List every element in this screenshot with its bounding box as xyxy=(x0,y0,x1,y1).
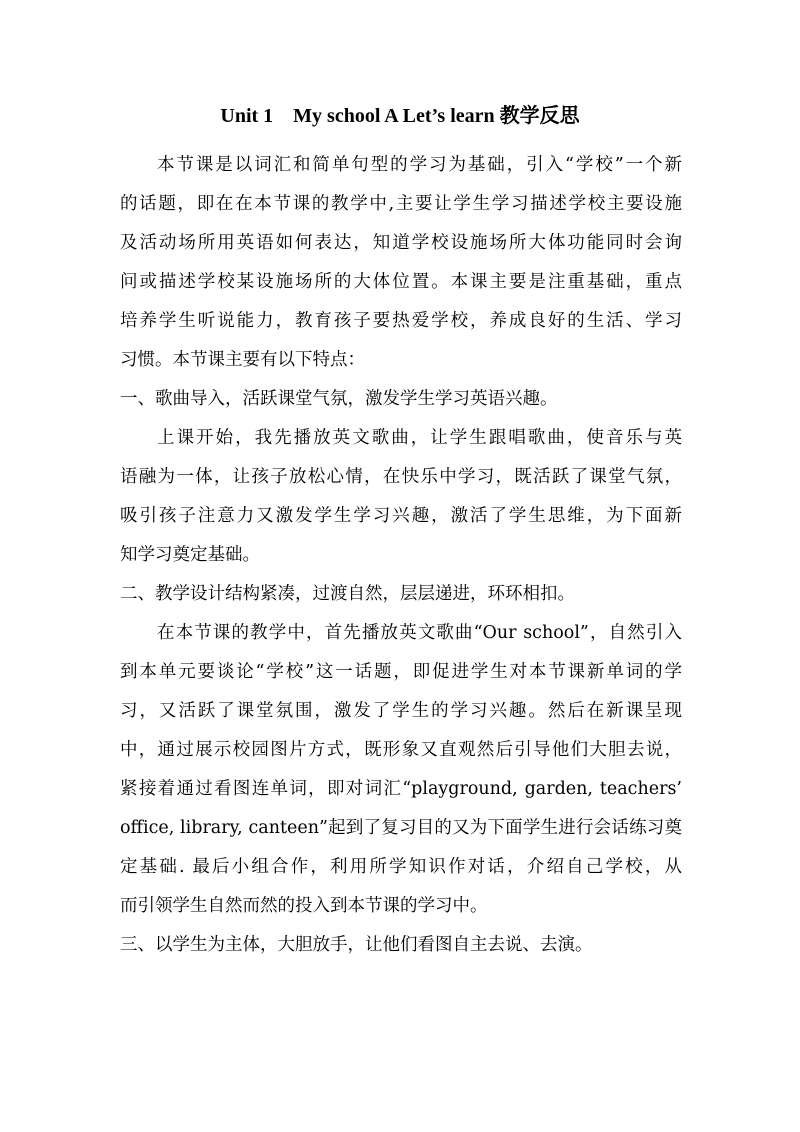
paragraph-1-line-6: 习惯。本节课主要有以下特点： xyxy=(120,350,365,370)
paragraph-1-line-4: 问或描述学校某设施场所的大体位置。本课主要是注重基础，重点 xyxy=(120,272,682,292)
paragraph-1-line-3: 及活动场所用英语如何表达，知道学校设施场所大体功能同时会询 xyxy=(120,233,682,253)
paragraph-2-line-1: 上课开始，我先播放英文歌曲，让学生跟唱歌曲，使音乐与英 xyxy=(157,428,682,448)
paragraph-3-line-7: 定基础. 最后小组合作，利用所学知识作对话，介绍自己学校，从 xyxy=(120,857,682,877)
paragraph-3-line-1: 在本节课的教学中，首先播放英文歌曲“Our school”，自然引入 xyxy=(157,623,682,643)
paragraph-3-line-6: office, library, canteen”起到了复习目的又为下面学生进行会话练习奠 xyxy=(120,818,682,838)
document-body xyxy=(120,146,682,965)
paragraph-3-line-2: 到本单元要谈论“学校”这一话题，即促进学生对本节课新单词的学 xyxy=(120,662,682,682)
paragraph-2-line-4: 知学习奠定基础。 xyxy=(120,545,260,565)
section-heading-3: 三、以学生为主体，大胆放手，让他们看图自主去说、去演。 xyxy=(120,935,593,955)
paragraph-3-line-4: 中，通过展示校园图片方式，既形象又直观然后引导他们大胆去说， xyxy=(120,740,682,760)
paragraph-2-line-2: 语融为一体，让孩子放松心情，在快乐中学习，既活跃了课堂气氛， xyxy=(120,467,682,487)
section-heading-1: 一、歌曲导入，活跃课堂气氛，激发学生学习英语兴趣。 xyxy=(120,389,558,409)
paragraph-3-line-5: 紧接着通过看图连单词，即对词汇“playground, garden, teachers’ xyxy=(120,779,682,799)
section-heading-2: 二、教学设计结构紧凑，过渡自然，层层递进，环环相扣。 xyxy=(120,584,575,604)
paragraph-1-line-1: 本节课是以词汇和简单句型的学习为基础，引入“学校”一个新 xyxy=(157,155,682,175)
paragraph-3-line-8: 而引领学生自然而然的投入到本节课的学习中。 xyxy=(120,896,488,916)
paragraph-1-line-5: 培养学生听说能力，教育孩子要热爱学校，养成良好的生活、学习 xyxy=(120,311,682,331)
document-title: Unit 1 My school A Let’s learn 教学反思 xyxy=(220,105,580,127)
paragraph-2-line-3: 吸引孩子注意力又激发学生学习兴趣，激活了学生思维，为下面新 xyxy=(120,506,682,526)
paragraph-1-line-2: 的话题，即在在本节课的教学中,主要让学生学习描述学校主要设施 xyxy=(120,194,682,214)
paragraph-3-line-3: 习，又活跃了课堂氛围，激发了学生的学习兴趣。然后在新课呈现 xyxy=(120,701,682,721)
